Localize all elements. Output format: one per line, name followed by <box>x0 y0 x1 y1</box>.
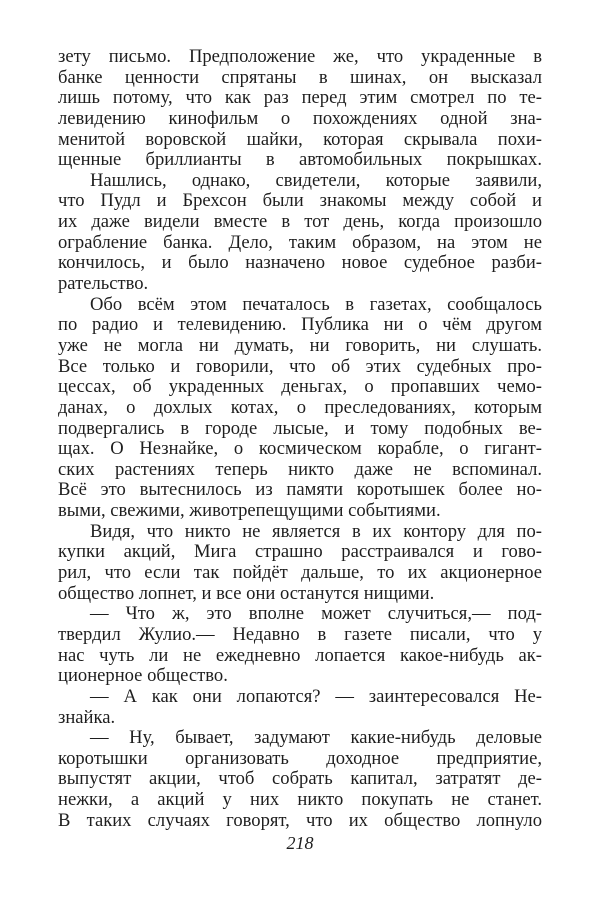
text-line: их даже видели вместе в тот день, когда произошло <box>58 212 542 233</box>
text-line: В таких случаях говорят, что их общество лопнуло <box>58 810 542 831</box>
text-line: — Ну, бывает, задумают какие-нибудь деловые <box>90 728 542 749</box>
text-line: выпустят акции, чтоб собрать капитал, затратят де- <box>58 769 542 790</box>
text-line: — Что ж, это вполне может случиться,— под- <box>90 604 542 625</box>
text-line: рил, что если так пойдёт дальше, то их акционерное <box>58 563 542 584</box>
text-line: Все только и говорили, что об этих судебных про- <box>58 356 542 377</box>
text-line: щенные бриллианты в автомобильных покрышках. <box>58 150 542 171</box>
text-line: Видя, что никто не является в их контору для по- <box>90 521 542 542</box>
text-line: уже не могла ни думать, ни говорить, ни слушать. <box>58 335 542 356</box>
text-line: банке ценности спрятаны в шинах, он высказал <box>58 67 542 88</box>
text-line: купки акций, Мига страшно расстраивался и гово- <box>58 542 542 563</box>
text-line: выми, свежими, животрепещущими событиями. <box>58 501 441 522</box>
text-line: данах, о дохлых котах, о преследованиях, которым <box>58 397 542 418</box>
text-line: лишь потому, что как раз перед этим смотрел по те- <box>58 88 542 109</box>
text-line: Обо всём этом печаталось в газетах, сообщалось <box>90 294 542 315</box>
text-line: что Пудл и Брехсон были знакомы между собой и <box>58 191 542 212</box>
page-body-text <box>58 47 542 831</box>
text-line: по радио и телевидению. Публика ни о чём другом <box>58 315 542 336</box>
page-number: 218 <box>286 833 314 853</box>
text-line: ских растениях теперь никто даже не вспоминал. <box>58 459 542 480</box>
text-line: нас чуть ли не ежедневно лопается какое-нибудь ак- <box>58 645 542 666</box>
text-line: Нашлись, однако, свидетели, которые заявили, <box>90 170 542 191</box>
text-line: общество лопнет, и все они останутся нищими. <box>58 583 435 604</box>
text-line: цессах, об украденных деньгах, о пропавших чемо- <box>58 377 542 398</box>
text-line: ограбление банка. Дело, таким образом, на этом не <box>58 232 542 253</box>
text-line: — А как они лопаются? — заинтересовался Не- <box>90 686 542 707</box>
text-line: рательство. <box>58 274 149 295</box>
text-line: знайка. <box>58 707 116 728</box>
text-line: щах. О Незнайке, о космическом корабле, о гигант- <box>58 439 542 460</box>
text-line: левидению кинофильм о похождениях одной зна- <box>58 108 542 129</box>
text-line: зету письмо. Предположение же, что украденные в <box>58 47 542 67</box>
text-line: коротышки организовать доходное предприятие, <box>58 748 542 769</box>
text-line: менитой воровской шайки, которая скрывала похи- <box>58 129 542 150</box>
text-line: Всё это вытеснилось из памяти коротышек более но- <box>58 480 542 501</box>
text-line: твердил Жулио.— Недавно в газете писали, что у <box>58 624 542 645</box>
text-line: нежки, а акций у них никто покупать не станет. <box>58 790 542 811</box>
text-line: подвергались в городе лысые, и тому подобных ве- <box>58 418 542 439</box>
text-line: ционерное общество. <box>58 666 228 687</box>
text-line: кончилось, и было назначено новое судебное разби- <box>58 253 542 274</box>
